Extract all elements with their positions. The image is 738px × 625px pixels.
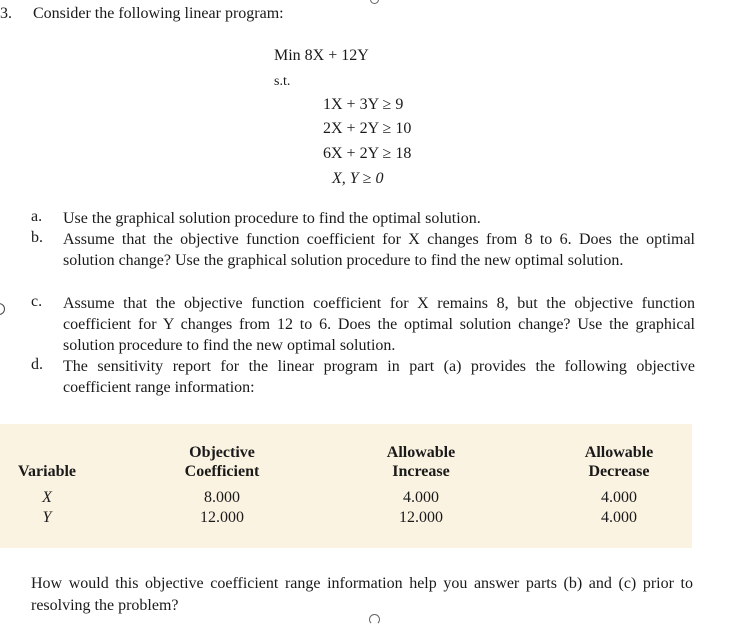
scan-artifact-mark (369, 614, 380, 625)
lp-subject-to: s.t. (274, 74, 291, 89)
row-y-increase: 12.000 (399, 509, 443, 526)
row-y-variable: Y (42, 509, 52, 526)
header-increase-line1: Allowable (386, 444, 456, 461)
lp-objective: Min 8X + 12Y (274, 47, 369, 64)
header-decrease-line2: Decrease (588, 463, 650, 480)
part-text-b: Assume that the objective function coefficient for X changes from 8 to 6. Does the optimal solution change? Use the graphical solution procedure to find the new optimal solution. (63, 231, 695, 269)
header-variable: Variable (17, 463, 77, 480)
row-x-increase: 4.000 (403, 489, 439, 506)
question-stem: Consider the following linear program: (33, 5, 284, 22)
sensitivity-table (0, 424, 692, 548)
lp-constraint-1: 1X + 3Y ≥ 9 (323, 96, 404, 113)
part-label-c: c. (31, 293, 43, 310)
closing-question: How would this objective coefficient range information help you answer parts (b) and (c) prior to resolving the problem? (31, 575, 693, 614)
lp-nonnegativity: X, Y ≥ 0 (332, 170, 384, 187)
scan-artifact-mark (370, 0, 379, 4)
margin-mark (0, 303, 5, 315)
header-objective-line2: Coefficient (184, 463, 260, 480)
part-label-b: b. (31, 229, 43, 246)
header-objective-line1: Objective (189, 444, 255, 461)
part-label-d: d. (31, 356, 43, 373)
header-decrease-line1: Allowable (584, 444, 654, 461)
row-x-variable: X (42, 489, 52, 506)
row-x-coefficient: 8.000 (204, 489, 240, 506)
part-text-a: Use the graphical solution procedure to find the optimal solution. (63, 210, 481, 227)
part-label-a: a. (31, 208, 43, 225)
part-text-d: The sensitivity report for the linear program in part (a) provides the following objective coefficient range information: (63, 358, 695, 396)
row-x-decrease: 4.000 (601, 489, 637, 506)
question-number: 3. (0, 5, 12, 22)
part-text-c: Assume that the objective function coefficient for X remains 8, but the objective function coefficient for Y changes from 12 to 6. Does the optimal solution change? Use the graphical solution procedure to find the new optimal solution. (63, 295, 695, 354)
header-increase-line2: Increase (392, 463, 450, 480)
lp-constraint-2: 2X + 2Y ≥ 10 (323, 120, 412, 137)
row-y-coefficient: 12.000 (200, 509, 244, 526)
row-y-decrease: 4.000 (601, 509, 637, 526)
lp-constraint-3: 6X + 2Y ≥ 18 (323, 145, 412, 162)
